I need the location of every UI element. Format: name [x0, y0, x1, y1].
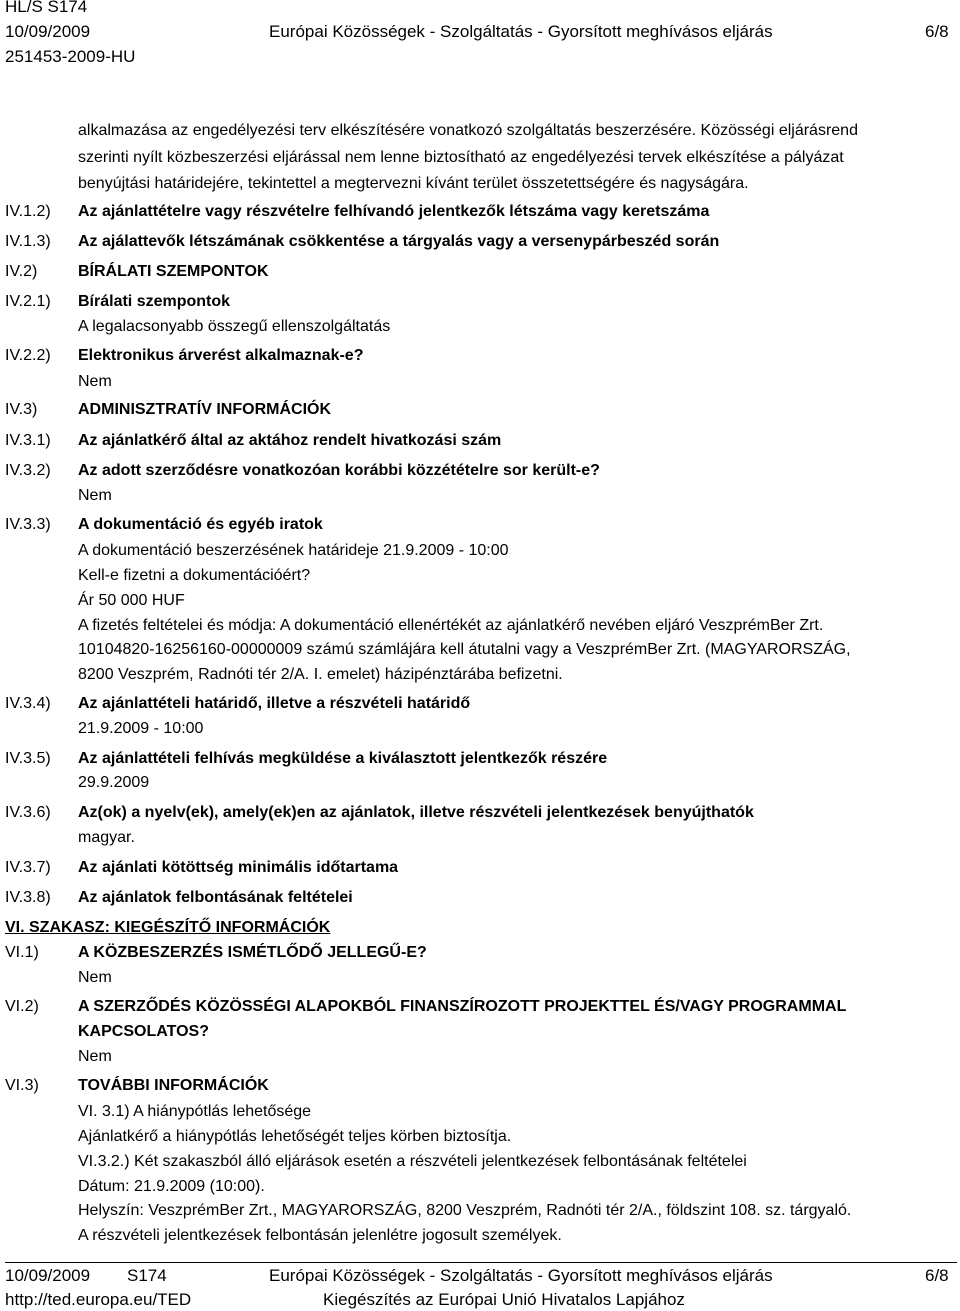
section-number: IV.3.7): [5, 859, 51, 876]
section-line: Ajánlatkérő a hiánypótlás lehetőségét teljes körben biztosítja.: [78, 1128, 512, 1145]
section-number: VI.1): [5, 944, 39, 961]
footer-subtitle: Kiegészítés az Európai Unió Hivatalos Lapjához: [323, 1290, 685, 1309]
section-value: Nem: [78, 969, 112, 986]
section-number: IV.3.2): [5, 462, 51, 479]
section-value: 21.9.2009 - 10:00: [78, 720, 204, 737]
section-title: A KÖZBESZERZÉS ISMÉTLŐDŐ JELLEGŰ-E?: [78, 944, 427, 961]
intro-line-2: szerinti nyílt közbeszerzési eljárással nem lenne biztosítható az engedélyezési tervek elkészítése a pályázat: [78, 149, 844, 166]
section-title: Az ajálattevők létszámának csökkentése a tárgyalás vagy a versenypárbeszéd során: [78, 233, 720, 250]
section-number: IV.2.1): [5, 293, 51, 310]
section-number: IV.2.2): [5, 347, 51, 364]
header-page-number: 6/8: [925, 22, 949, 41]
section-line: Ár 50 000 HUF: [78, 592, 185, 609]
section-line: VI.3.2.) Két szakaszból álló eljárások esetén a részvételi jelentkezések felbontásának feltételei: [78, 1153, 747, 1170]
section-title: Az ajánlatok felbontásának feltételei: [78, 889, 353, 906]
section-line: Kell-e fizetni a dokumentációért?: [78, 567, 311, 584]
section-title: Az ajánlatkérő által az aktához rendelt hivatkozási szám: [78, 432, 502, 449]
section-title: Az ajánlattételre vagy részvételre felhívandó jelentkezők létszáma vagy keretszáma: [78, 203, 710, 220]
section-title: Az ajánlattételi határidő, illetve a részvételi határidő: [78, 695, 471, 712]
header-reference: 251453-2009-HU: [5, 47, 136, 66]
header-date: 10/09/2009: [5, 22, 91, 41]
section-number: IV.1.3): [5, 233, 51, 250]
section-number: IV.3.1): [5, 432, 51, 449]
section-title: Az(ok) a nyelv(ek), amely(ek)en az ajánlatok, illetve részvételi jelentkezések benyújthatók: [78, 804, 754, 821]
footer-title: Európai Közösségek - Szolgáltatás - Gyorsított meghívásos eljárás: [269, 1266, 773, 1285]
section-value: Nem: [78, 487, 112, 504]
section-number: IV.3.8): [5, 889, 51, 906]
section-value: Nem: [78, 1048, 112, 1065]
header-title: Európai Közösségek - Szolgáltatás - Gyorsított meghívásos eljárás: [269, 22, 773, 41]
section-line: 10104820-16256160-00000009 számú számlájára kell átutalni vagy a VeszprémBer Zrt. (MAGYARORSZÁG,: [78, 641, 851, 658]
section-line: A részvételi jelentkezések felbontásán jelenlétre jogosult személyek.: [78, 1227, 562, 1244]
intro-line-1: alkalmazása az engedélyezési terv elkészítésére vonatkozó szolgáltatás beszerzésére. Közösségi eljárásrend: [78, 122, 858, 139]
section-line: 8200 Veszprém, Radnóti tér 2/A. I. emelet) házipénztárába befizetni.: [78, 666, 563, 683]
section-number: IV.3.4): [5, 695, 51, 712]
section-line: A dokumentáció beszerzésének határideje 21.9.2009 - 10:00: [78, 542, 509, 559]
section-number: VI.2): [5, 998, 39, 1015]
section-line: VI. 3.1) A hiánypótlás lehetősége: [78, 1103, 312, 1120]
section-value: 29.9.2009: [78, 774, 150, 791]
intro-line-3: benyújtási határidejére, tekintettel a megtervezni kívánt terület összetettségére és nagyságára.: [78, 175, 749, 192]
footer-page-number: 6/8: [925, 1266, 949, 1285]
footer-url[interactable]: http://ted.europa.eu/TED: [5, 1290, 192, 1309]
section-number: IV.1.2): [5, 203, 51, 220]
section-title: Az ajánlati kötöttség minimális időtartama: [78, 859, 399, 876]
footer-code: S174: [127, 1266, 167, 1285]
section-title: Az adott szerződésre vonatkozóan korábbi közzétételre sor került-e?: [78, 462, 600, 479]
section-number: IV.3.3): [5, 516, 51, 533]
section-title: A SZERZŐDÉS KÖZÖSSÉGI ALAPOKBÓL FINANSZÍROZOTT PROJEKTTEL ÉS/VAGY PROGRAMMAL: [78, 998, 847, 1015]
section-number: IV.3): [5, 401, 38, 418]
section-number: IV.2): [5, 263, 38, 280]
section-number: IV.3.5): [5, 750, 51, 767]
section-line: A fizetés feltételei és módja: A dokumentáció ellenértékét az ajánlatkérő nevében eljáró VeszprémBer Zrt.: [78, 617, 824, 634]
section-title: TOVÁBBI INFORMÁCIÓK: [78, 1077, 269, 1094]
section-number: VI.3): [5, 1077, 39, 1094]
section-title-continued: KAPCSOLATOS?: [78, 1023, 209, 1040]
section-number: IV.3.6): [5, 804, 51, 821]
footer-date: 10/09/2009: [5, 1266, 91, 1285]
section-title: BÍRÁLATI SZEMPONTOK: [78, 263, 269, 280]
section-value: magyar.: [78, 829, 135, 846]
part-heading: VI. SZAKASZ: KIEGÉSZÍTŐ INFORMÁCIÓK: [5, 919, 331, 936]
section-title: A dokumentáció és egyéb iratok: [78, 516, 323, 533]
section-line: Helyszín: VeszprémBer Zrt., MAGYARORSZÁG, 8200 Veszprém, Radnóti tér 2/A., földszint 108. sz. tárgyaló.: [78, 1202, 852, 1219]
section-value: A legalacsonyabb összegű ellenszolgáltatás: [78, 318, 391, 335]
section-title: Bírálati szempontok: [78, 293, 231, 310]
header-code: HL/S S174: [5, 0, 88, 16]
section-title: Az ajánlattételi felhívás megküldése a kiválasztott jelentkezők részére: [78, 750, 608, 767]
section-value: Nem: [78, 373, 112, 390]
section-line: Dátum: 21.9.2009 (10:00).: [78, 1178, 265, 1195]
section-title: Elektronikus árverést alkalmaznak-e?: [78, 347, 364, 364]
section-title: ADMINISZTRATÍV INFORMÁCIÓK: [78, 401, 332, 418]
footer-divider: [5, 1262, 957, 1263]
